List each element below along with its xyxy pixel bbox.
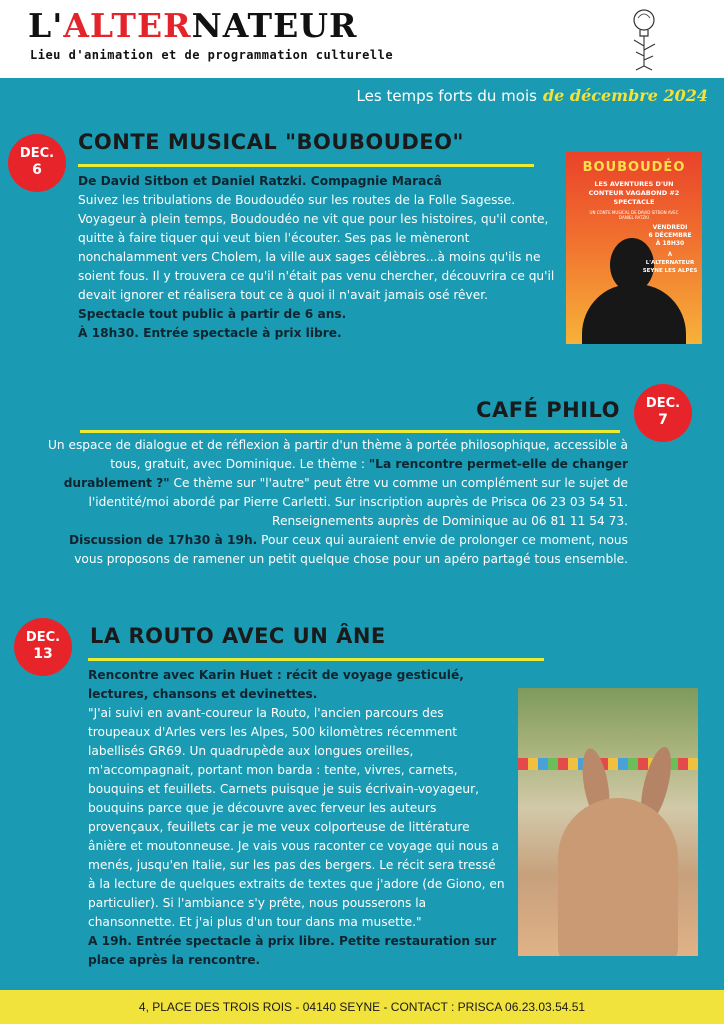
cafe-details: Ce thème sur "l'autre" peut être vu comme un complément sur le sujet de l'identité/moi abordé par Pierre Carletti. Sur inscription auprès de Prisca 06 23 03 54 51. (88, 476, 628, 509)
brand-suffix: NATEUR (191, 6, 358, 45)
poster-place2: L'ALTERNATEUR (645, 260, 695, 266)
event-time-price: A 19h. Entrée spectacle à prix libre. Petite restauration sur place après la rencontre. (88, 934, 497, 967)
lightbulb-tree-icon (624, 6, 664, 72)
event-title-la-routo: LA ROUTO AVEC UN ÂNE (90, 624, 386, 648)
poster-sub1: LES AVENTURES D'UN (594, 180, 674, 188)
event-description: Suivez les tribulations de Boudoudéo sur les routes de la Folle Sagesse. Voyageur à plein temps, Boudoudéo ne vit que pour les histoires, qu'il conte, quitte à faire tiquer qui veut bien l'écouter. Ses pas le mèneront nonchalamment vers Cholem, la ville aux sages célèbres...à moins qu'ils ne soient fous. Il y trouvera ce qu'il n'était pas venu chercher, découvrira ce qu'il devait ignorer et réalisera tout ce à quoi il n'avait jamais osé rêver. (78, 193, 555, 302)
silhouette-body (582, 284, 686, 344)
poster-place3: SEYNE LES ALPES (642, 268, 698, 274)
date-badge-dec-13 (14, 618, 72, 676)
badge-day: 6 (32, 162, 42, 178)
poster-sub2: CONTEUR VAGABOND #2 (588, 189, 680, 197)
event-lead: Rencontre avec Karin Huet : récit de voyage gesticulé, lectures, chansons et devinettes. (88, 668, 464, 701)
date-badge-dec-6 (8, 134, 66, 192)
cafe-extra: Pour ceux qui auraient envie de prolonger ce moment, nous vous proposons de ramener un petit quelque chose pour un apéro partagé tous ensemble. (74, 533, 628, 566)
event-audience: Spectacle tout public à partir de 6 ans. (78, 307, 347, 321)
cafe-theme: "La rencontre permet-elle de changer durablement ?" (63, 457, 628, 490)
poster-place1: À (667, 252, 673, 258)
tagline: Lieu d'animation et de programmation culturelle (30, 48, 394, 62)
date-badge-dec-7 (634, 384, 692, 442)
badge-month: DEC. (19, 146, 55, 161)
footer-contact: 4, PLACE DES TROIS ROIS - 04140 SEYNE - CONTACT : PRISCA 06.23.03.54.51 (0, 990, 724, 1024)
poster-date3: À 18H30 (655, 240, 685, 247)
bouboudeo-poster (566, 152, 702, 344)
badge-day: 13 (33, 646, 53, 662)
event-lead: De David Sitbon et Daniel Ratzki. Compagnie Maracâ (78, 174, 442, 188)
event-title-bouboudeo: CONTE MUSICAL "BOUBOUDEO" (78, 130, 464, 154)
event-text-bouboudeo (78, 172, 558, 343)
title-underline (78, 164, 534, 167)
photo-donkey-head (558, 798, 678, 956)
badge-day: 7 (658, 412, 668, 428)
header-banner (0, 0, 724, 78)
cafe-contact: Renseignements auprès de Dominique au 06 81 11 54 73. (272, 514, 628, 528)
poster-title: BOUBOUDÉO (582, 160, 686, 175)
event-title-cafe-philo: CAFÉ PHILO (476, 398, 620, 422)
poster-sub3: SPECTACLE (613, 198, 655, 206)
event-text-cafe-philo (40, 436, 628, 569)
event-description: "J'ai suivi en avant-coureur la Routo, l'ancien parcours des troupeaux d'Arles vers les Alpes, 500 kilomètres récemment labellisés GR69. Un quadrupède aux longues oreilles, m'accompagnait, portant mon barda : tente, vivres, carnets, bouquins et feuillets. Carnets puisque je suis écrivain-voyageur, bouquins parce que je découvre avec ferveur les auteurs provençaux, feuillets car je me veux colporteuse de littérature ânière et moutonneuse. Je vais vous raconter ce voyage qui nous a menés, jusqu'en Italie, sur les pas des bergers. Le récit sera tressé à la lecture de quelques extraits de textes que j'adore (de Giono, en particulier). Si l'ambiance s'y prête, nous pousserons la chansonnette. Et j'ai plus d'un tour dans ma musette." (88, 706, 505, 929)
month-highlight: de décembre 2024 (542, 86, 708, 105)
month-heading (357, 86, 708, 105)
poster-credit: UN CONTE MUSICAL DE DAVID SITBON AVEC DANIEL RATZKI (589, 210, 679, 220)
month-prefix: Les temps forts du mois (356, 87, 537, 105)
poster-date2: 6 DÉCEMBRE (648, 232, 692, 239)
badge-month: DEC. (25, 630, 61, 645)
brand-prefix: L' (28, 6, 64, 45)
cafe-intro: Un espace de dialogue et de réflexion à partir d'un thème à portée philosophique, accessible à tous, gratuit, avec Dominique. Le thème : (47, 438, 628, 471)
donkey-photo (518, 688, 698, 956)
event-text-la-routo (88, 666, 506, 970)
poster-date1: VENDREDI (652, 224, 688, 231)
brand-highlight: ALTER (63, 6, 192, 45)
title-underline (80, 430, 620, 433)
event-time-price: À 18h30. Entrée spectacle à prix libre. (78, 326, 342, 340)
brand-logo (28, 6, 357, 45)
cafe-time: Discussion de 17h30 à 19h. (69, 533, 258, 547)
badge-month: DEC. (645, 396, 681, 411)
title-underline (88, 658, 544, 661)
